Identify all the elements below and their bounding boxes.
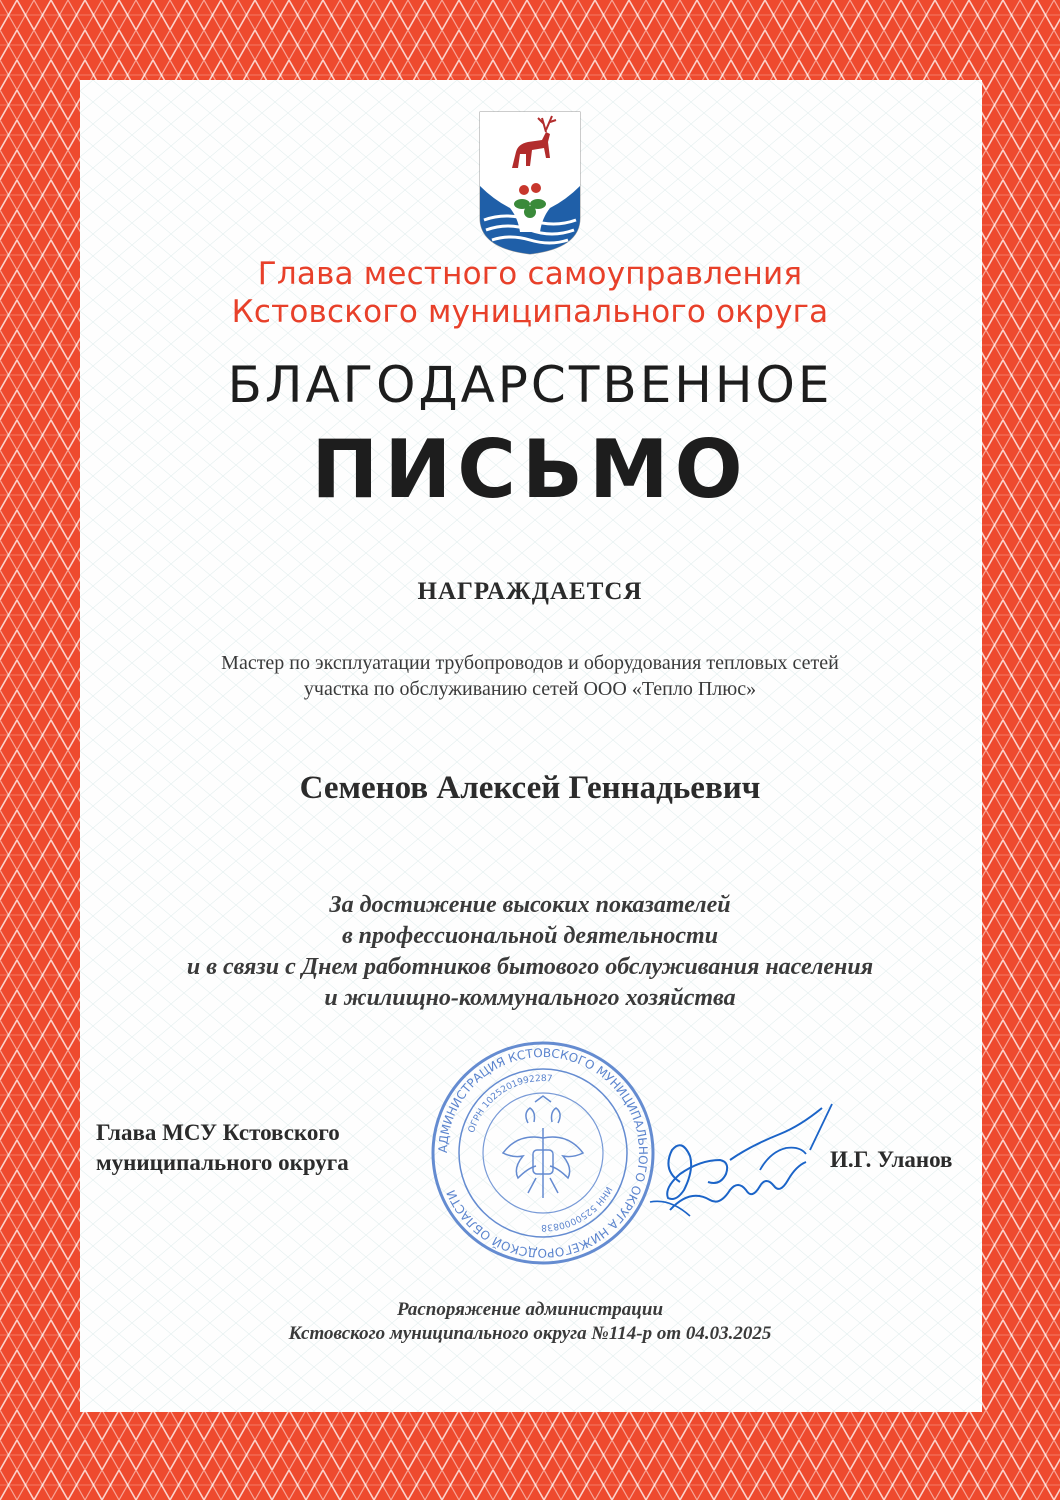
eagle-emblem-icon	[503, 1096, 583, 1198]
signatory-name: И.Г. Уланов	[830, 1147, 953, 1172]
reason-line2: в профессиональной деятельности	[341, 923, 719, 949]
reason-line1: За достижение высоких показателей	[329, 892, 731, 918]
seal-outer-text: АДМИНИСТРАЦИЯ КСТОВСКОГО МУНИЦИПАЛЬНОГО ОКРУГА НИЖЕГОРОДСКОЙ ОБЛАСТИ	[435, 1045, 651, 1261]
org-name-line2: Кстовского муниципального округа	[231, 294, 829, 330]
reason-line4: и жилищно-коммунального хозяйства	[324, 985, 736, 1011]
recipient-position-line1: Мастер по эксплуатации трубопроводов и оборудования тепловых сетей	[221, 652, 839, 674]
coat-of-arms-logo	[476, 108, 584, 258]
recipient-name: Семенов Алексей Геннадьевич	[299, 770, 761, 806]
document-title-line1: БЛАГОДАРСТВЕННОЕ	[227, 356, 833, 414]
awarded-label: НАГРАЖДАЕТСЯ	[417, 578, 643, 605]
order-reference-line2: Кстовского муниципального округа №114-р от 04.03.2025	[288, 1323, 772, 1344]
recipient-position-line2: участка по обслуживанию сетей ООО «Тепло Плюс»	[303, 678, 757, 700]
seal-inn: ИНН 5250000838	[541, 1184, 614, 1233]
handwritten-signature	[610, 1090, 840, 1230]
seal-ogrn: ОГРН 1025201992287	[467, 1073, 553, 1135]
signatory-title-line2: муниципального округа	[96, 1150, 349, 1175]
document-title-line2: ПИСЬМО	[311, 423, 749, 516]
signatory-title	[96, 1118, 349, 1178]
org-name-line1: Глава местного самоуправления	[257, 256, 803, 292]
order-reference-line1: Распоряжение администрации	[396, 1299, 664, 1320]
reason-line3: и в связи с Днем работников бытового обслуживания населения	[186, 954, 874, 980]
signatory-title-line1: Глава МСУ Кстовского	[96, 1120, 340, 1145]
